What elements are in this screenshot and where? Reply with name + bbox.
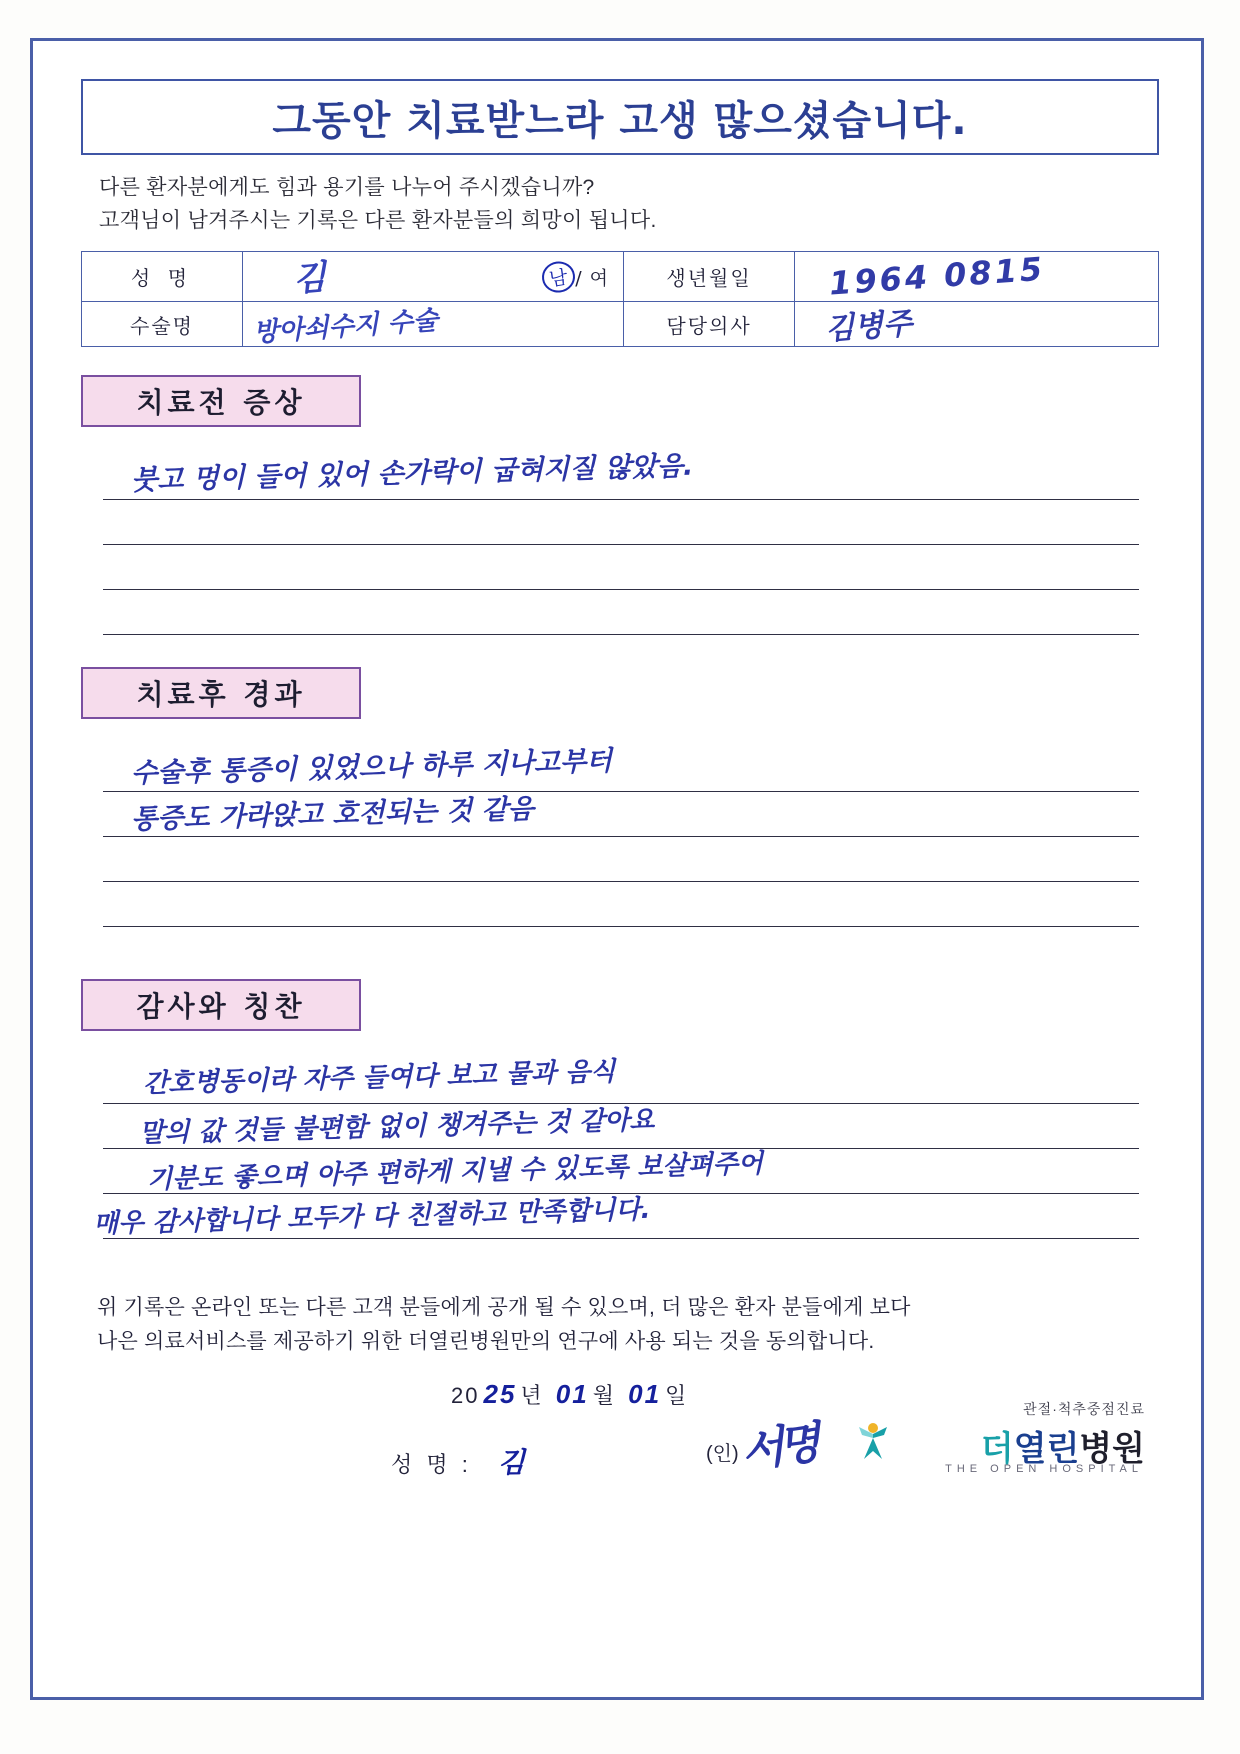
person-star-icon <box>851 1419 895 1463</box>
name-value: 김 <box>291 257 328 300</box>
consent-line-1: 위 기록은 온라인 또는 다른 고객 분들에게 공개 될 수 있으며, 더 많은 환자 분들에게 보다 <box>97 1296 911 1319</box>
table-row <box>82 302 1159 347</box>
writing-line[interactable] <box>103 1104 1139 1149</box>
year-value: 25 <box>483 1379 517 1409</box>
logo-word-hospital: 병원 <box>1079 1429 1145 1469</box>
logo-subtitle: THE OPEN HOSPITAL <box>945 1463 1143 1475</box>
year-label: 년 <box>520 1383 544 1408</box>
surgery-value: 방아쇠수지 수술 <box>252 305 439 348</box>
writing-line[interactable] <box>103 590 1139 635</box>
date-line[interactable] <box>451 1379 688 1410</box>
section-heading-label: 치료후 경과 <box>136 678 306 711</box>
signature-mark: 서명 <box>738 1417 818 1478</box>
writing-line[interactable] <box>103 747 1139 792</box>
page-title: 그동안 치료받느라 고생 많으셨습니다. <box>272 97 968 144</box>
birth-value-cell[interactable] <box>795 249 1159 303</box>
hospital-logo <box>849 1399 1149 1485</box>
gender-options: / 여 <box>575 267 609 289</box>
writing-line[interactable] <box>103 837 1139 882</box>
surgery-label: 수술명 <box>82 302 243 347</box>
name-value-cell[interactable] <box>243 252 624 302</box>
logo-word-more: 더 <box>980 1429 1014 1469</box>
document-frame <box>30 38 1204 1700</box>
doctor-label: 담당의사 <box>624 302 795 347</box>
month-label: 월 <box>592 1383 616 1408</box>
writing-line[interactable] <box>103 882 1139 927</box>
writing-line[interactable] <box>103 792 1139 837</box>
birth-value: 1964 0815 <box>827 249 1047 303</box>
handwriting-text: 간호병동이라 자주 들여다 보고 물과 음식 <box>142 1056 616 1100</box>
intro-line-1: 다른 환자분에게도 힘과 용기를 나누어 주시겠습니까? <box>99 176 595 199</box>
writing-line[interactable] <box>103 1149 1139 1194</box>
logo-word-open: 열린 <box>1013 1429 1080 1469</box>
year-prefix: 20 <box>451 1383 480 1408</box>
section-heading-symptoms <box>81 375 361 427</box>
writing-line[interactable] <box>92 1194 1139 1240</box>
intro-line-2: 고객님이 남겨주시는 기록은 다른 환자분들의 희망이 됩니다. <box>99 209 657 232</box>
handwriting-text: 기분도 좋으며 아주 편하게 지낼 수 있도록 보살펴주어 <box>146 1148 764 1196</box>
section-heading-label: 치료전 증상 <box>136 386 306 419</box>
signature-name-label: 성 명 : <box>391 1452 472 1477</box>
name-label: 성 명 <box>82 252 243 302</box>
intro-text <box>99 171 1139 237</box>
gender-male-selected: 남 <box>540 259 577 294</box>
handwriting-text: 수술후 통증이 있었으나 하루 지나고부터 <box>130 745 613 790</box>
writing-line[interactable] <box>103 545 1139 590</box>
day-value: 01 <box>628 1379 662 1409</box>
seal-label: (인) <box>706 1443 739 1465</box>
birth-label: 생년월일 <box>624 252 795 302</box>
handwriting-text: 붓고 멍이 들어 있어 손가락이 굽혀지질 않았음. <box>130 450 694 497</box>
signature-line[interactable] <box>391 1441 529 1481</box>
section-heading-label: 감사와 칭찬 <box>136 990 306 1023</box>
day-label: 일 <box>665 1383 689 1408</box>
handwriting-text: 매우 감사합니다 모두가 다 친절하고 만족합니다. <box>92 1194 651 1240</box>
writing-line[interactable] <box>103 500 1139 545</box>
handwriting-text: 말의 값 것들 불편함 없이 챙겨주는 것 같아요 <box>138 1105 655 1149</box>
handwriting-text: 통증도 가라앉고 호전되는 것 같음 <box>130 793 535 836</box>
consent-paragraph <box>97 1291 1147 1359</box>
surgery-value-cell[interactable] <box>243 302 624 347</box>
month-value: 01 <box>555 1379 589 1409</box>
section-heading-progress <box>81 667 361 719</box>
patient-info-table <box>81 251 1159 347</box>
doctor-value: 김병주 <box>824 306 914 348</box>
gender-selector[interactable] <box>542 261 609 292</box>
logo-tagline: 관절·척추중점진료 <box>1023 1401 1145 1417</box>
table-row <box>82 252 1159 302</box>
writing-line[interactable] <box>103 1056 1139 1104</box>
section-heading-gratitude <box>81 979 361 1031</box>
section-lines-gratitude[interactable] <box>92 1056 1139 1240</box>
section-lines-progress[interactable] <box>103 747 1139 927</box>
document-inner <box>51 59 1183 1679</box>
section-lines-symptoms[interactable] <box>103 450 1139 635</box>
consent-line-2: 나은 의료서비스를 제공하기 위한 더열린병원만의 연구에 사용 되는 것을 동의합니다. <box>97 1330 875 1353</box>
writing-line[interactable] <box>103 450 1139 500</box>
title-banner <box>81 79 1159 155</box>
doctor-value-cell[interactable] <box>795 302 1159 347</box>
signature-name-value: 김 <box>497 1447 529 1478</box>
